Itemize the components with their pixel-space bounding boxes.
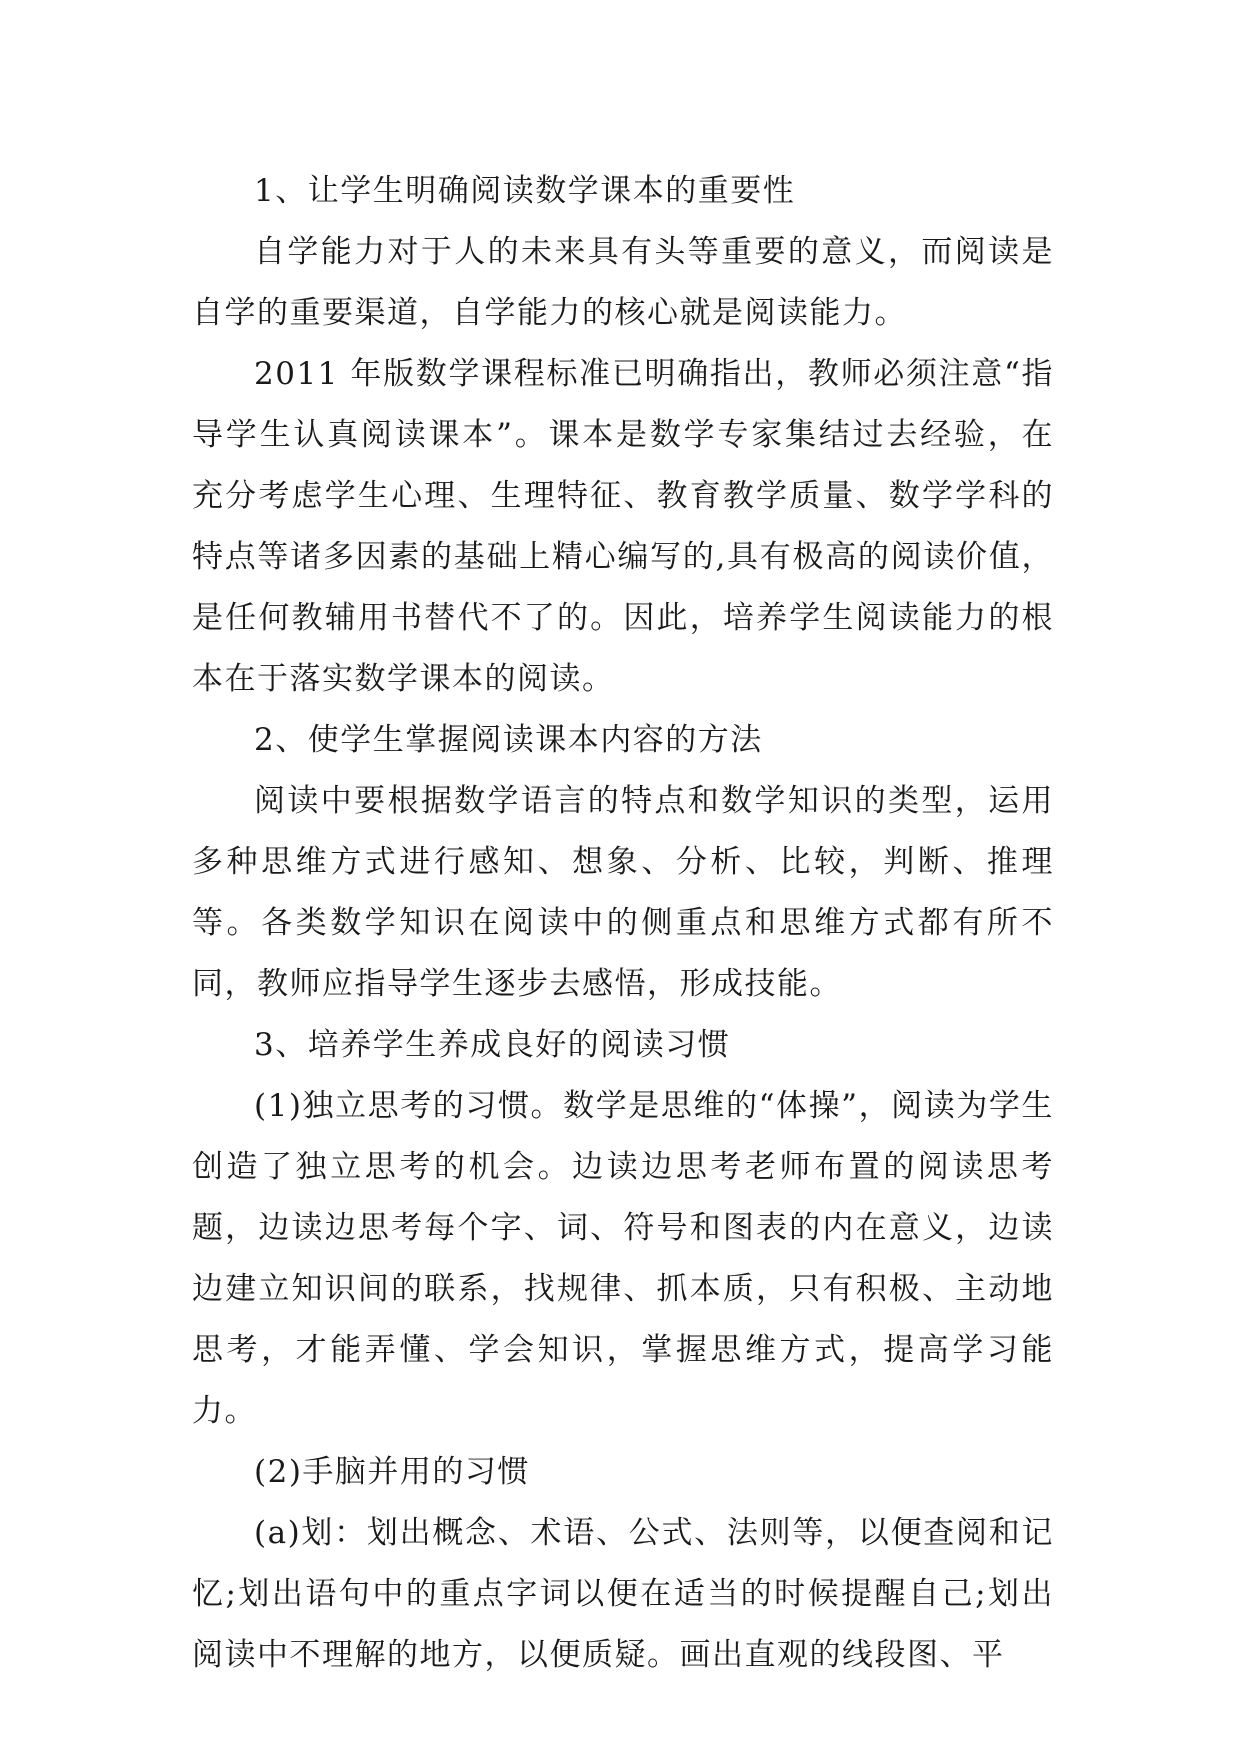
document-page [192,161,1054,1686]
section-heading-3: 3、培养学生养成良好的阅读习惯 [254,1027,731,1063]
paragraph-marking: (a)划：划出概念、术语、公式、法则等，以便查阅和记忆;划出语句中的重点字词以便在适当的时候提醒自己;划出阅读中不理解的地方，以便质疑。画出直观的线段图、平 [192,1515,1054,1673]
paragraph-reading-methods: 阅读中要根据数学语言的特点和数学知识的类型，运用多种思维方式进行感知、想象、分析、比较，判断、推理等。各类数学知识在阅读中的侧重点和思维方式都有所不同，教师应指导学生逐步去感悟，形成技能。 [192,783,1054,1002]
paragraph-self-study: 自学能力对于人的未来具有头等重要的意义，而阅读是自学的重要渠道，自学能力的核心就是阅读能力。 [192,234,1054,331]
section-heading-2: 2、使学生掌握阅读课本内容的方法 [254,722,763,758]
section-heading-1: 1、让学生明确阅读数学课本的重要性 [254,173,796,209]
paragraph-curriculum-standard: 2011 年版数学课程标准已明确指出，教师必须注意“指导学生认真阅读课本”。课本是数学专家集结过去经验，在充分考虑学生心理、生理特征、教育教学质量、数学学科的特点等诸多因素的基础上精心编写的,具有极高的阅读价值，是任何教辅用书替代不了的。因此，培养学生阅读能力的根本在于落实数学课本的阅读。 [192,356,1054,697]
paragraph-independent-thinking: (1)独立思考的习惯。数学是思维的“体操”，阅读为学生创造了独立思考的机会。边读边思考老师布置的阅读思考题，边读边思考每个字、词、符号和图表的内在意义，边读边建立知识间的联系，找规律、抓本质，只有积极、主动地思考，才能弄懂、学会知识，掌握思维方式，提高学习能力。 [192,1088,1054,1429]
subheading-hand-brain: (2)手脑并用的习惯 [254,1454,530,1490]
